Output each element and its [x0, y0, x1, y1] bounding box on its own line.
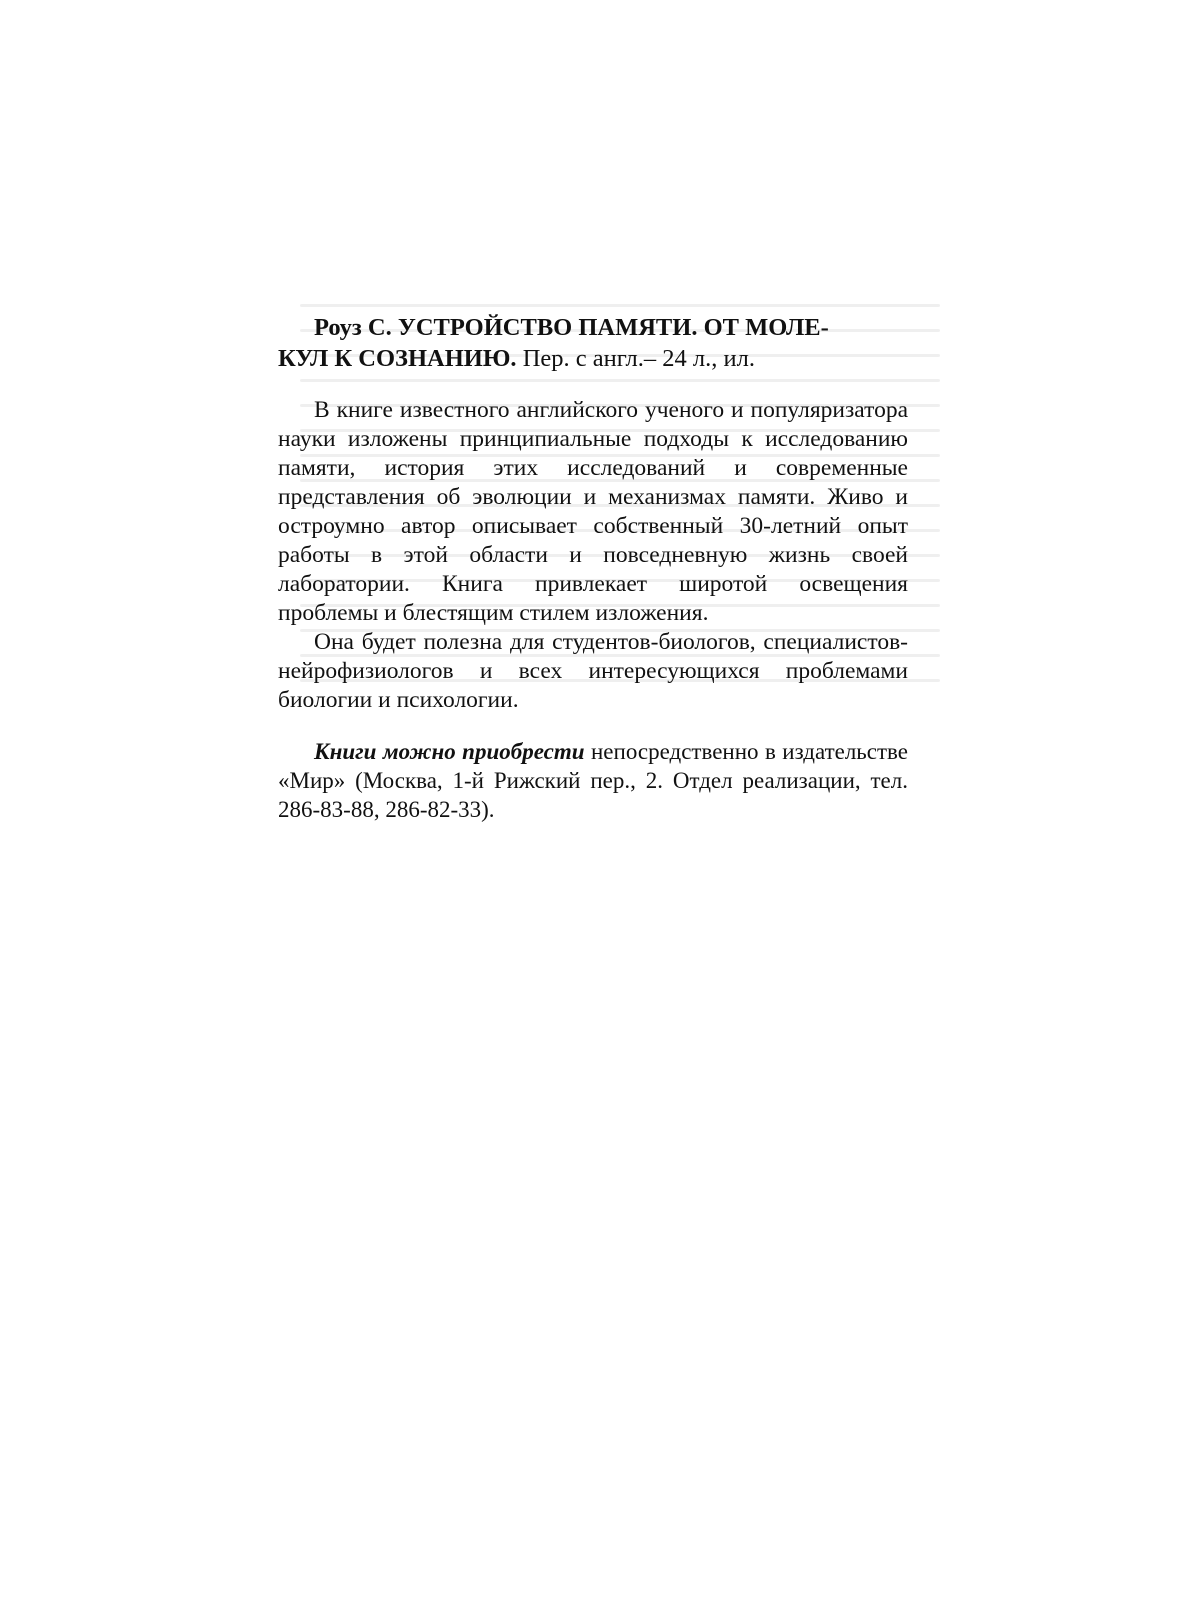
- book-title-part2: КУЛ К СОЗНАНИЮ.: [278, 345, 517, 372]
- book-details: Пер. с англ.– 24 л., ил.: [522, 345, 755, 372]
- purchase-text: непосредственно в издательстве «Мир» (Москва, 1-й Рижский пер., 2. Отдел реализации, тел. 286-83-88, 286-82-33).: [278, 739, 908, 822]
- book-heading: [278, 312, 908, 374]
- description-paragraph-1: В книге известного английского ученого и популяризатора науки изложены принципиальные подходы к исследованию памяти, история этих исследований и современные представления об эволюции и механизмах памяти. Живо и остроумно автор описывает собственный 30-летний опыт работы в этой области и повседневную жизнь своей лаборатории. Книга привлекает широтой освещения проблемы и блестящим стилем изложения.: [278, 397, 908, 626]
- purchase-lead: Книги можно приобрести: [314, 739, 585, 764]
- purchase-info: [278, 737, 908, 824]
- book-title-part1: УСТРОЙСТВО ПАМЯТИ. ОТ МОЛЕ-: [397, 314, 829, 341]
- book-author: Роуз С.: [314, 314, 392, 341]
- description-paragraph-2: Она будет полезна для студентов-биологов, специалистов-нейрофизиологов и всех интересующихся проблемами биологии и психологии.: [278, 629, 908, 713]
- book-announcement: [278, 312, 908, 824]
